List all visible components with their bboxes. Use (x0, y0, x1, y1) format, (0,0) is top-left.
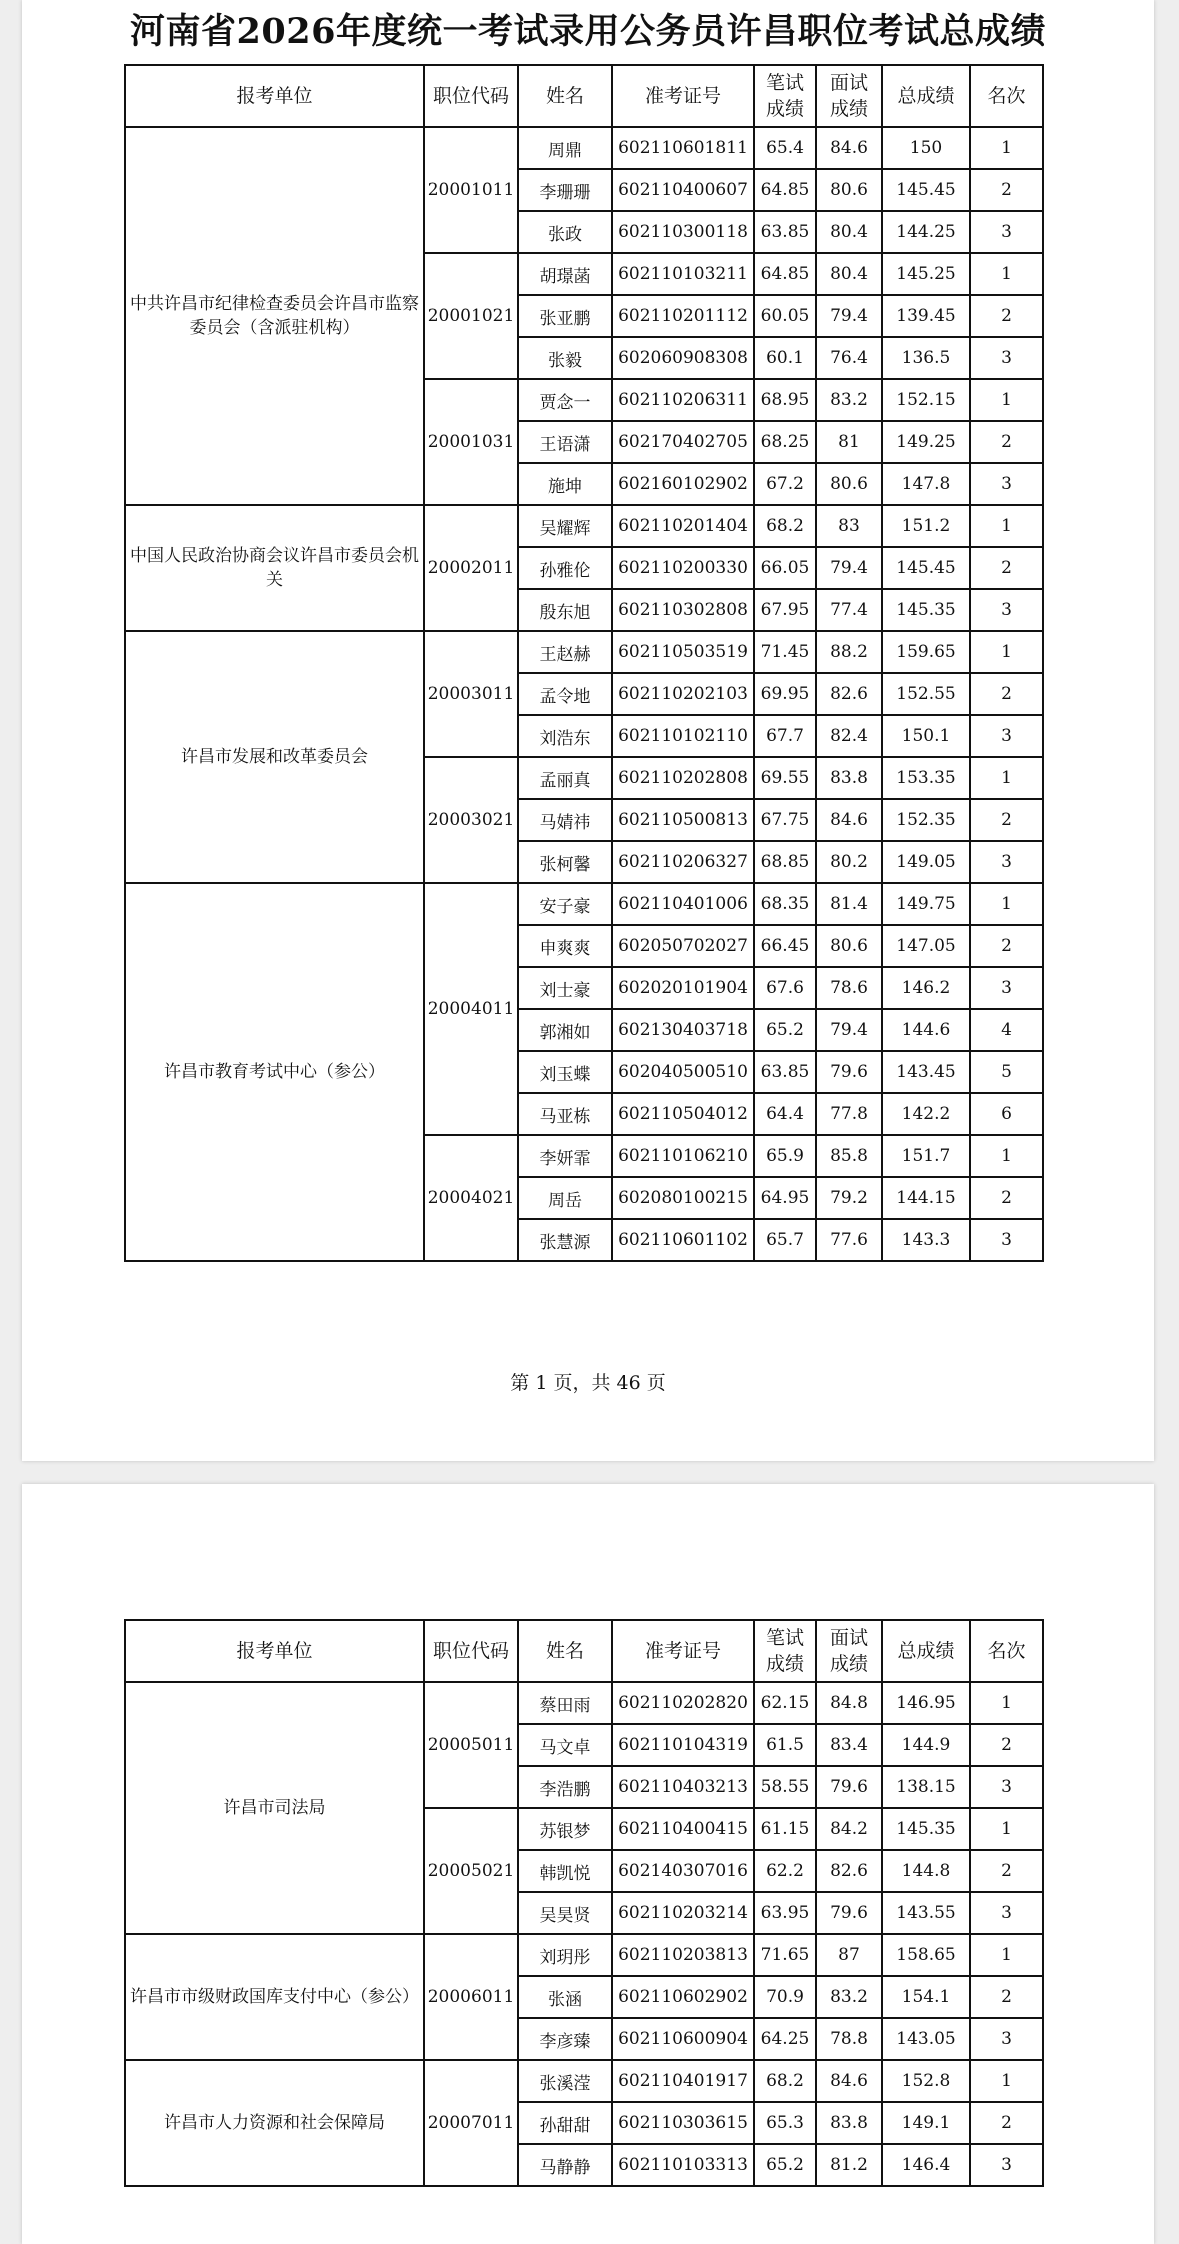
written-score: 64.85 (754, 253, 816, 295)
rank: 3 (970, 337, 1043, 379)
rank: 3 (970, 589, 1043, 631)
rank: 2 (970, 799, 1043, 841)
position-code-cell: 20004021 (424, 1135, 518, 1261)
rank: 3 (970, 463, 1043, 505)
unit-cell: 许昌市市级财政国库支付中心（参公） (125, 1934, 424, 2060)
rank: 1 (970, 1808, 1043, 1850)
ticket-number: 602110201404 (612, 505, 754, 547)
unit-cell: 许昌市司法局 (125, 1682, 424, 1934)
page-footer: 第 1 页，共 46 页 (510, 1372, 666, 1394)
total-score: 147.05 (882, 925, 970, 967)
total-score: 149.1 (882, 2102, 970, 2144)
table-row (125, 883, 1043, 925)
interview-score: 84.6 (816, 799, 882, 841)
header-position-code: 职位代码 (424, 1620, 518, 1682)
rank: 3 (970, 211, 1043, 253)
total-score: 144.8 (882, 1850, 970, 1892)
position-code-cell: 20002011 (424, 505, 518, 631)
total-score: 146.4 (882, 2144, 970, 2186)
written-score: 64.95 (754, 1177, 816, 1219)
written-score: 65.7 (754, 1219, 816, 1261)
ticket-number: 602110300118 (612, 211, 754, 253)
candidate-name: 马婧祎 (518, 799, 612, 841)
written-score: 67.75 (754, 799, 816, 841)
written-score: 60.05 (754, 295, 816, 337)
interview-score: 80.6 (816, 925, 882, 967)
ticket-number: 602140307016 (612, 1850, 754, 1892)
total-score: 149.05 (882, 841, 970, 883)
total-score: 151.2 (882, 505, 970, 547)
ticket-number: 602110400415 (612, 1808, 754, 1850)
candidate-name: 马亚栋 (518, 1093, 612, 1135)
candidate-name: 刘玥彤 (518, 1934, 612, 1976)
interview-score: 80.6 (816, 169, 882, 211)
candidate-name: 周鼎 (518, 127, 612, 169)
ticket-number: 602110303615 (612, 2102, 754, 2144)
rank: 1 (970, 1682, 1043, 1724)
total-score: 145.35 (882, 589, 970, 631)
rank: 1 (970, 1135, 1043, 1177)
header-total-score: 总成绩 (882, 65, 970, 127)
candidate-name: 蔡田雨 (518, 1682, 612, 1724)
interview-score: 81.2 (816, 2144, 882, 2186)
total-score: 150 (882, 127, 970, 169)
interview-score: 80.4 (816, 253, 882, 295)
rank: 3 (970, 967, 1043, 1009)
interview-score: 79.6 (816, 1892, 882, 1934)
interview-score: 83.8 (816, 757, 882, 799)
position-code-cell: 20005021 (424, 1808, 518, 1934)
written-score: 68.2 (754, 505, 816, 547)
candidate-name: 张涵 (518, 1976, 612, 2018)
ticket-number: 602110601102 (612, 1219, 754, 1261)
total-score: 144.15 (882, 1177, 970, 1219)
written-score: 68.25 (754, 421, 816, 463)
rank: 1 (970, 505, 1043, 547)
rank: 2 (970, 925, 1043, 967)
candidate-name: 孟丽真 (518, 757, 612, 799)
rank: 1 (970, 379, 1043, 421)
total-score: 142.2 (882, 1093, 970, 1135)
candidate-name: 刘浩东 (518, 715, 612, 757)
table-row (125, 1934, 1043, 1976)
candidate-name: 殷东旭 (518, 589, 612, 631)
header-rank: 名次 (970, 65, 1043, 127)
written-score: 60.1 (754, 337, 816, 379)
rank: 2 (970, 1724, 1043, 1766)
total-score: 149.75 (882, 883, 970, 925)
ticket-number: 602040500510 (612, 1051, 754, 1093)
candidate-name: 李浩鹏 (518, 1766, 612, 1808)
ticket-number: 602110500813 (612, 799, 754, 841)
header-total-score: 总成绩 (882, 1620, 970, 1682)
header-written-score: 笔试 成绩 (754, 1620, 816, 1682)
interview-score: 79.6 (816, 1051, 882, 1093)
rank: 3 (970, 715, 1043, 757)
header-unit: 报考单位 (125, 65, 424, 127)
written-score: 71.45 (754, 631, 816, 673)
total-score: 145.35 (882, 1808, 970, 1850)
interview-score: 87 (816, 1934, 882, 1976)
unit-cell: 许昌市教育考试中心（参公） (125, 883, 424, 1261)
total-score: 151.7 (882, 1135, 970, 1177)
total-score: 158.65 (882, 1934, 970, 1976)
rank: 4 (970, 1009, 1043, 1051)
ticket-number: 602110203813 (612, 1934, 754, 1976)
header-interview-score: 面试 成绩 (816, 65, 882, 127)
ticket-number: 602110302808 (612, 589, 754, 631)
written-score: 70.9 (754, 1976, 816, 2018)
candidate-name: 张慧源 (518, 1219, 612, 1261)
ticket-number: 602170402705 (612, 421, 754, 463)
ticket-number: 602020101904 (612, 967, 754, 1009)
candidate-name: 张毅 (518, 337, 612, 379)
total-score: 154.1 (882, 1976, 970, 2018)
header-rank: 名次 (970, 1620, 1043, 1682)
written-score: 63.95 (754, 1892, 816, 1934)
interview-score: 84.6 (816, 2060, 882, 2102)
ticket-number: 602110504012 (612, 1093, 754, 1135)
written-score: 64.25 (754, 2018, 816, 2060)
candidate-name: 张溪滢 (518, 2060, 612, 2102)
candidate-name: 吴昊贤 (518, 1892, 612, 1934)
written-score: 68.2 (754, 2060, 816, 2102)
rank: 3 (970, 1219, 1043, 1261)
ticket-number: 602110400607 (612, 169, 754, 211)
written-score: 63.85 (754, 1051, 816, 1093)
interview-score: 79.4 (816, 295, 882, 337)
candidate-name: 张政 (518, 211, 612, 253)
header-written-score: 笔试 成绩 (754, 65, 816, 127)
ticket-number: 602130403718 (612, 1009, 754, 1051)
interview-score: 84.6 (816, 127, 882, 169)
ticket-number: 602110104319 (612, 1724, 754, 1766)
position-code-cell: 20003021 (424, 757, 518, 883)
document-page-2 (22, 1484, 1154, 2244)
written-score: 62.15 (754, 1682, 816, 1724)
rank: 2 (970, 169, 1043, 211)
rank: 1 (970, 253, 1043, 295)
interview-score: 82.4 (816, 715, 882, 757)
position-code-cell: 20003011 (424, 631, 518, 757)
written-score: 64.4 (754, 1093, 816, 1135)
interview-score: 77.6 (816, 1219, 882, 1261)
written-score: 67.6 (754, 967, 816, 1009)
total-score: 152.15 (882, 379, 970, 421)
position-code-cell: 20001031 (424, 379, 518, 505)
candidate-name: 周岳 (518, 1177, 612, 1219)
interview-score: 85.8 (816, 1135, 882, 1177)
interview-score: 81.4 (816, 883, 882, 925)
ticket-number: 602110103211 (612, 253, 754, 295)
interview-score: 80.4 (816, 211, 882, 253)
written-score: 71.65 (754, 1934, 816, 1976)
ticket-number: 602110200330 (612, 547, 754, 589)
table-row (125, 505, 1043, 547)
total-score: 145.45 (882, 547, 970, 589)
total-score: 149.25 (882, 421, 970, 463)
ticket-number: 602110103313 (612, 2144, 754, 2186)
rank: 1 (970, 757, 1043, 799)
rank: 2 (970, 421, 1043, 463)
total-score: 138.15 (882, 1766, 970, 1808)
ticket-number: 602110206327 (612, 841, 754, 883)
total-score: 153.35 (882, 757, 970, 799)
interview-score: 83.8 (816, 2102, 882, 2144)
interview-score: 80.6 (816, 463, 882, 505)
position-code-cell: 20007011 (424, 2060, 518, 2186)
document-title: 河南省2026年度统一考试录用公务员许昌职位考试总成绩 (130, 11, 1046, 52)
header-position-code: 职位代码 (424, 65, 518, 127)
score-table-page-1 (124, 64, 1044, 1262)
written-score: 64.85 (754, 169, 816, 211)
rank: 6 (970, 1093, 1043, 1135)
written-score: 65.3 (754, 2102, 816, 2144)
position-code-cell: 20001021 (424, 253, 518, 379)
ticket-number: 602110202103 (612, 673, 754, 715)
ticket-number: 602110102110 (612, 715, 754, 757)
rank: 2 (970, 673, 1043, 715)
written-score: 69.55 (754, 757, 816, 799)
candidate-name: 马静静 (518, 2144, 612, 2186)
candidate-name: 王语潇 (518, 421, 612, 463)
table-row (125, 2060, 1043, 2102)
position-code-cell: 20004011 (424, 883, 518, 1135)
total-score: 152.8 (882, 2060, 970, 2102)
total-score: 144.25 (882, 211, 970, 253)
table-row (125, 1682, 1043, 1724)
ticket-number: 602110602902 (612, 1976, 754, 2018)
ticket-number: 602160102902 (612, 463, 754, 505)
written-score: 67.95 (754, 589, 816, 631)
interview-score: 79.4 (816, 547, 882, 589)
header-interview-score: 面试 成绩 (816, 1620, 882, 1682)
written-score: 67.7 (754, 715, 816, 757)
unit-cell: 中国人民政治协商会议许昌市委员会机关 (125, 505, 424, 631)
written-score: 67.2 (754, 463, 816, 505)
table-header-row (125, 1620, 1043, 1682)
total-score: 144.9 (882, 1724, 970, 1766)
interview-score: 84.8 (816, 1682, 882, 1724)
written-score: 65.2 (754, 2144, 816, 2186)
written-score: 58.55 (754, 1766, 816, 1808)
ticket-number: 602110401917 (612, 2060, 754, 2102)
rank: 1 (970, 2060, 1043, 2102)
ticket-number: 602110106210 (612, 1135, 754, 1177)
interview-score: 83 (816, 505, 882, 547)
written-score: 65.4 (754, 127, 816, 169)
written-score: 62.2 (754, 1850, 816, 1892)
rank: 1 (970, 127, 1043, 169)
rank: 2 (970, 295, 1043, 337)
written-score: 63.85 (754, 211, 816, 253)
interview-score: 79.6 (816, 1766, 882, 1808)
candidate-name: 刘玉蝶 (518, 1051, 612, 1093)
position-code-cell: 20006011 (424, 1934, 518, 2060)
written-score: 65.2 (754, 1009, 816, 1051)
unit-cell: 中共许昌市纪律检查委员会许昌市监察委员会（含派驻机构） (125, 127, 424, 505)
interview-score: 78.8 (816, 2018, 882, 2060)
total-score: 136.5 (882, 337, 970, 379)
interview-score: 82.6 (816, 1850, 882, 1892)
total-score: 143.05 (882, 2018, 970, 2060)
ticket-number: 602110202820 (612, 1682, 754, 1724)
rank: 3 (970, 1892, 1043, 1934)
interview-score: 79.2 (816, 1177, 882, 1219)
rank: 3 (970, 2144, 1043, 2186)
interview-score: 83.2 (816, 1976, 882, 2018)
rank: 2 (970, 2102, 1043, 2144)
candidate-name: 郭湘如 (518, 1009, 612, 1051)
interview-score: 77.4 (816, 589, 882, 631)
total-score: 145.45 (882, 169, 970, 211)
ticket-number: 602110503519 (612, 631, 754, 673)
ticket-number: 602110201112 (612, 295, 754, 337)
written-score: 68.95 (754, 379, 816, 421)
total-score: 159.65 (882, 631, 970, 673)
ticket-number: 602110206311 (612, 379, 754, 421)
candidate-name: 孟令地 (518, 673, 612, 715)
candidate-name: 李彦臻 (518, 2018, 612, 2060)
written-score: 69.95 (754, 673, 816, 715)
total-score: 146.2 (882, 967, 970, 1009)
candidate-name: 施坤 (518, 463, 612, 505)
interview-score: 76.4 (816, 337, 882, 379)
total-score: 144.6 (882, 1009, 970, 1051)
candidate-name: 吴耀辉 (518, 505, 612, 547)
written-score: 61.15 (754, 1808, 816, 1850)
candidate-name: 韩凯悦 (518, 1850, 612, 1892)
written-score: 68.85 (754, 841, 816, 883)
total-score: 146.95 (882, 1682, 970, 1724)
ticket-number: 602110600904 (612, 2018, 754, 2060)
header-ticket-number: 准考证号 (612, 65, 754, 127)
header-name: 姓名 (518, 65, 612, 127)
candidate-name: 安子豪 (518, 883, 612, 925)
interview-score: 84.2 (816, 1808, 882, 1850)
interview-score: 77.8 (816, 1093, 882, 1135)
written-score: 68.35 (754, 883, 816, 925)
interview-score: 83.2 (816, 379, 882, 421)
position-code-cell: 20001011 (424, 127, 518, 253)
candidate-name: 孙甜甜 (518, 2102, 612, 2144)
candidate-name: 李珊珊 (518, 169, 612, 211)
ticket-number: 602060908308 (612, 337, 754, 379)
rank: 2 (970, 1976, 1043, 2018)
candidate-name: 张亚鹏 (518, 295, 612, 337)
total-score: 152.55 (882, 673, 970, 715)
candidate-name: 马文卓 (518, 1724, 612, 1766)
rank: 3 (970, 841, 1043, 883)
header-name: 姓名 (518, 1620, 612, 1682)
interview-score: 82.6 (816, 673, 882, 715)
ticket-number: 602050702027 (612, 925, 754, 967)
candidate-name: 刘士豪 (518, 967, 612, 1009)
total-score: 143.3 (882, 1219, 970, 1261)
rank: 1 (970, 883, 1043, 925)
interview-score: 88.2 (816, 631, 882, 673)
total-score: 139.45 (882, 295, 970, 337)
table-row (125, 631, 1043, 673)
interview-score: 81 (816, 421, 882, 463)
total-score: 143.45 (882, 1051, 970, 1093)
total-score: 143.55 (882, 1892, 970, 1934)
candidate-name: 胡璟菡 (518, 253, 612, 295)
candidate-name: 李妍霏 (518, 1135, 612, 1177)
rank: 1 (970, 1934, 1043, 1976)
ticket-number: 602110401006 (612, 883, 754, 925)
written-score: 66.05 (754, 547, 816, 589)
written-score: 61.5 (754, 1724, 816, 1766)
header-unit: 报考单位 (125, 1620, 424, 1682)
written-score: 65.9 (754, 1135, 816, 1177)
header-ticket-number: 准考证号 (612, 1620, 754, 1682)
unit-cell: 许昌市发展和改革委员会 (125, 631, 424, 883)
ticket-number: 602110202808 (612, 757, 754, 799)
candidate-name: 王赵赫 (518, 631, 612, 673)
rank: 1 (970, 631, 1043, 673)
rank: 3 (970, 2018, 1043, 2060)
interview-score: 78.6 (816, 967, 882, 1009)
candidate-name: 孙雅伦 (518, 547, 612, 589)
ticket-number: 602110403213 (612, 1766, 754, 1808)
rank: 5 (970, 1051, 1043, 1093)
total-score: 147.8 (882, 463, 970, 505)
candidate-name: 张柯馨 (518, 841, 612, 883)
rank: 2 (970, 547, 1043, 589)
interview-score: 79.4 (816, 1009, 882, 1051)
table-row (125, 127, 1043, 169)
candidate-name: 贾念一 (518, 379, 612, 421)
document-page-1 (22, 0, 1154, 1461)
rank: 2 (970, 1177, 1043, 1219)
interview-score: 80.2 (816, 841, 882, 883)
score-table-page-2 (124, 1619, 1044, 2187)
total-score: 145.25 (882, 253, 970, 295)
unit-cell: 许昌市人力资源和社会保障局 (125, 2060, 424, 2186)
ticket-number: 602080100215 (612, 1177, 754, 1219)
position-code-cell: 20005011 (424, 1682, 518, 1808)
candidate-name: 苏银梦 (518, 1808, 612, 1850)
table-header-row (125, 65, 1043, 127)
total-score: 150.1 (882, 715, 970, 757)
rank: 3 (970, 1766, 1043, 1808)
interview-score: 83.4 (816, 1724, 882, 1766)
written-score: 66.45 (754, 925, 816, 967)
ticket-number: 602110203214 (612, 1892, 754, 1934)
ticket-number: 602110601811 (612, 127, 754, 169)
total-score: 152.35 (882, 799, 970, 841)
candidate-name: 申爽爽 (518, 925, 612, 967)
rank: 2 (970, 1850, 1043, 1892)
